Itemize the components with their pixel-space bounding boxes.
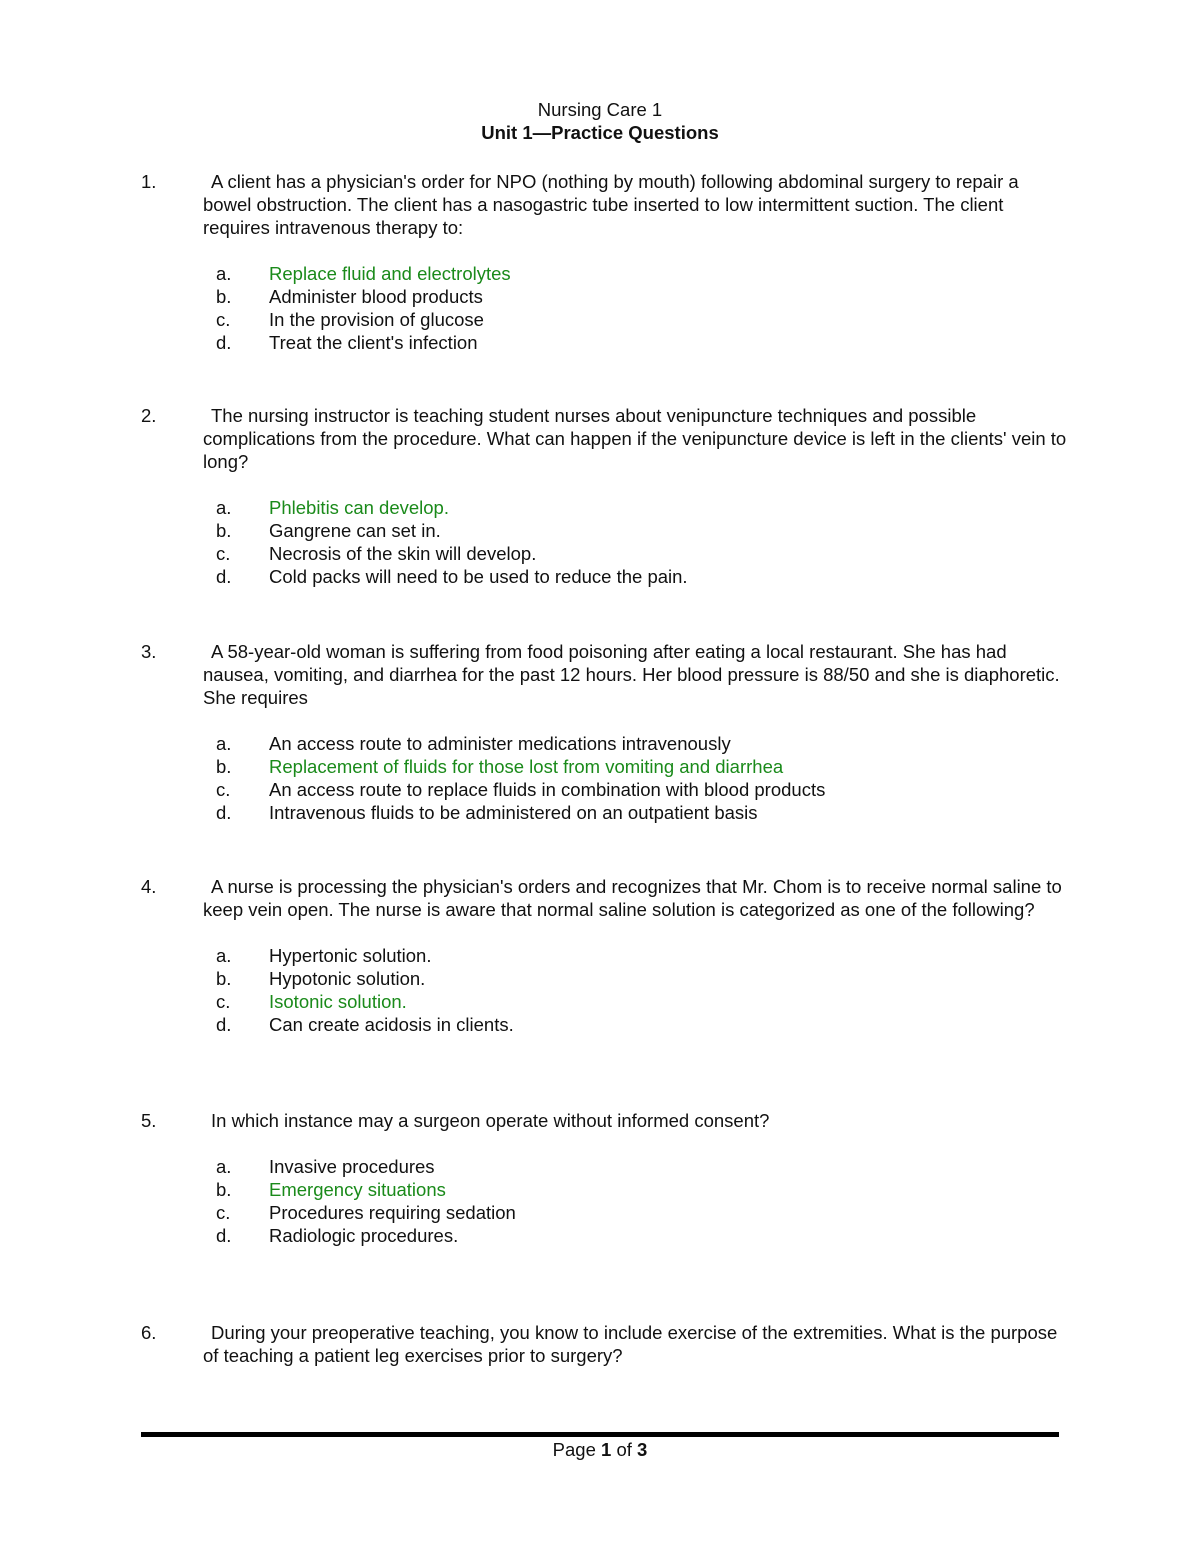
question-text: The nursing instructor is teaching student nurses about venipuncture techniques and possible complications from the procedure. What can happen if the venipuncture device is left in the clients' vein to long? xyxy=(203,405,1067,472)
option-d xyxy=(141,565,1071,588)
option-b xyxy=(141,755,1071,778)
answer-options xyxy=(141,732,1071,824)
option-letter: d. xyxy=(216,566,232,587)
option-text: Replacement of fluids for those lost from vomiting and diarrhea xyxy=(269,756,784,777)
option-letter: b. xyxy=(216,1179,232,1200)
option-c xyxy=(141,778,1071,801)
question-6 xyxy=(141,1321,1071,1367)
option-c xyxy=(141,1201,1071,1224)
unit-title: Unit 1—Practice Questions xyxy=(481,122,719,143)
question-text: In which instance may a surgeon operate without informed consent? xyxy=(211,1110,770,1131)
question-4 xyxy=(141,875,1071,1036)
option-letter: a. xyxy=(216,1156,232,1177)
option-text: Radiologic procedures. xyxy=(269,1225,459,1246)
option-text: Administer blood products xyxy=(269,286,483,307)
option-d xyxy=(141,801,1071,824)
option-letter: c. xyxy=(216,543,231,564)
option-text: Hypertonic solution. xyxy=(269,945,432,966)
option-text: Cold packs will need to be used to reduce the pain. xyxy=(269,566,688,587)
total-pages: 3 xyxy=(637,1439,648,1460)
option-b xyxy=(141,285,1071,308)
option-letter: b. xyxy=(216,286,232,307)
question-number: 5. xyxy=(141,1110,157,1131)
option-letter: c. xyxy=(216,779,231,800)
page-number xyxy=(0,1438,1200,1461)
option-d xyxy=(141,1013,1071,1036)
question-text: A 58-year-old woman is suffering from food poisoning after eating a local restaurant. She has had nausea, vomiting, and diarrhea for the past 12 hours. Her blood pressure is 88/50 and she is diaphoretic. She requires xyxy=(203,641,1060,708)
question-number: 1. xyxy=(141,171,157,192)
option-c xyxy=(141,990,1071,1013)
option-a xyxy=(141,262,1071,285)
option-text: An access route to replace fluids in combination with blood products xyxy=(269,779,826,800)
question-2 xyxy=(141,404,1071,588)
option-letter: c. xyxy=(216,991,231,1012)
option-letter: c. xyxy=(216,309,231,330)
question-number: 6. xyxy=(141,1322,157,1343)
page-label: Page xyxy=(552,1439,596,1460)
question-text: A client has a physician's order for NPO (nothing by mouth) following abdominal surgery to repair a bowel obstruction. The client has a nasogastric tube inserted to low intermittent suction. The client requires intravenous therapy to: xyxy=(203,171,1019,238)
option-letter: a. xyxy=(216,263,232,284)
option-letter: b. xyxy=(216,520,232,541)
answer-options xyxy=(141,496,1071,588)
option-a xyxy=(141,732,1071,755)
option-text: Isotonic solution. xyxy=(269,991,407,1012)
question-1 xyxy=(141,170,1071,354)
option-b xyxy=(141,519,1071,542)
question-text: During your preoperative teaching, you know to include exercise of the extremities. What is the purpose of teaching a patient leg exercises prior to surgery? xyxy=(203,1322,1058,1366)
option-a xyxy=(141,496,1071,519)
option-text: Gangrene can set in. xyxy=(269,520,441,541)
answer-options xyxy=(141,262,1071,354)
footer-divider xyxy=(141,1432,1059,1437)
document-header xyxy=(0,98,1200,144)
option-text: Emergency situations xyxy=(269,1179,446,1200)
option-c xyxy=(141,542,1071,565)
question-number: 3. xyxy=(141,641,157,662)
option-a xyxy=(141,944,1071,967)
option-b xyxy=(141,967,1071,990)
option-letter: a. xyxy=(216,945,232,966)
option-letter: d. xyxy=(216,1225,232,1246)
option-text: Hypotonic solution. xyxy=(269,968,426,989)
option-text: Treat the client's infection xyxy=(269,332,478,353)
option-text: Intravenous fluids to be administered on an outpatient basis xyxy=(269,802,758,823)
option-letter: b. xyxy=(216,756,232,777)
option-d xyxy=(141,331,1071,354)
question-3 xyxy=(141,640,1071,824)
course-title: Nursing Care 1 xyxy=(537,99,663,120)
option-b xyxy=(141,1178,1071,1201)
question-text: A nurse is processing the physician's orders and recognizes that Mr. Chom is to receive normal saline to keep vein open. The nurse is aware that normal saline solution is categorized as one of the following? xyxy=(203,876,1062,920)
option-text: Phlebitis can develop. xyxy=(269,497,449,518)
option-letter: d. xyxy=(216,802,232,823)
question-number: 4. xyxy=(141,876,157,897)
answer-options xyxy=(141,1155,1071,1247)
option-text: Necrosis of the skin will develop. xyxy=(269,543,537,564)
option-text: In the provision of glucose xyxy=(269,309,484,330)
option-d xyxy=(141,1224,1071,1247)
option-text: Can create acidosis in clients. xyxy=(269,1014,514,1035)
question-5 xyxy=(141,1109,1071,1247)
option-c xyxy=(141,308,1071,331)
of-label: of xyxy=(616,1439,632,1460)
option-letter: a. xyxy=(216,497,232,518)
current-page: 1 xyxy=(601,1439,612,1460)
option-a xyxy=(141,1155,1071,1178)
option-letter: d. xyxy=(216,1014,232,1035)
option-text: Procedures requiring sedation xyxy=(269,1202,516,1223)
option-letter: c. xyxy=(216,1202,231,1223)
option-text: An access route to administer medications intravenously xyxy=(269,733,731,754)
option-text: Replace fluid and electrolytes xyxy=(269,263,511,284)
option-letter: a. xyxy=(216,733,232,754)
question-number: 2. xyxy=(141,405,157,426)
option-letter: d. xyxy=(216,332,232,353)
answer-options xyxy=(141,944,1071,1036)
option-letter: b. xyxy=(216,968,232,989)
option-text: Invasive procedures xyxy=(269,1156,435,1177)
